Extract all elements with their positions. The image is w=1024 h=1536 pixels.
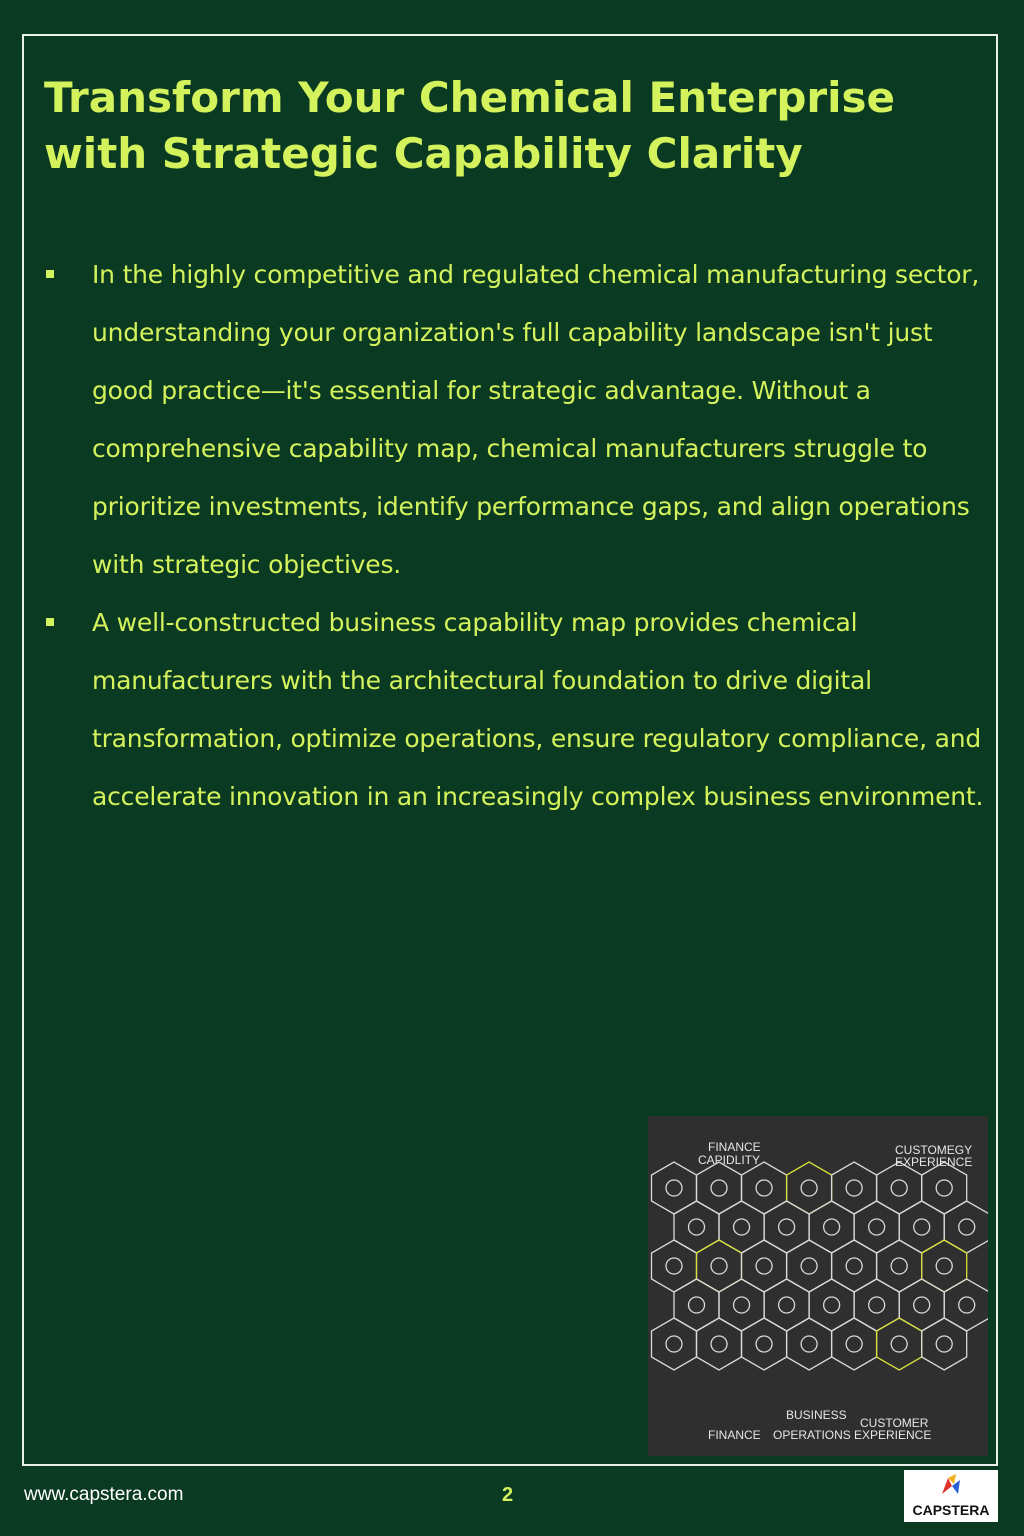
hexagon-inner-icon bbox=[756, 1336, 772, 1352]
hexagon-node bbox=[832, 1318, 877, 1370]
illustration-label: FINANCE bbox=[708, 1140, 761, 1154]
bullet-list bbox=[44, 246, 988, 826]
hexagon-inner-icon bbox=[779, 1219, 795, 1235]
hexagon-inner-icon bbox=[936, 1336, 952, 1352]
bullet-item bbox=[44, 594, 988, 826]
capability-map-illustration bbox=[648, 1116, 988, 1456]
hexagon-node bbox=[922, 1162, 967, 1214]
hexagon-node bbox=[764, 1279, 809, 1331]
illustration-label: CUSTOMER bbox=[860, 1416, 929, 1430]
hexagon-inner-icon bbox=[891, 1336, 907, 1352]
hexagon-node bbox=[787, 1318, 832, 1370]
hexagon-inner-icon bbox=[666, 1180, 682, 1196]
hexagon-inner-icon bbox=[936, 1258, 952, 1274]
hexagon-node bbox=[719, 1279, 764, 1331]
illustration-label: FINANCE bbox=[708, 1428, 761, 1442]
hexagon-inner-icon bbox=[801, 1258, 817, 1274]
hexagon-node bbox=[809, 1279, 854, 1331]
hexagon-node bbox=[697, 1318, 742, 1370]
hexagon-inner-icon bbox=[801, 1336, 817, 1352]
hexagon-node bbox=[742, 1318, 787, 1370]
illustration-label: EXPERIENCE bbox=[895, 1155, 973, 1169]
square-bullet-icon bbox=[46, 618, 54, 626]
hexagon-node bbox=[877, 1162, 922, 1214]
hexagon-inner-icon bbox=[756, 1180, 772, 1196]
illustration-label: BUSINESS bbox=[786, 1408, 847, 1422]
hexagon-inner-icon bbox=[666, 1258, 682, 1274]
hexagon-node bbox=[764, 1201, 809, 1253]
hexagon-inner-icon bbox=[824, 1219, 840, 1235]
illustration-label: OPERATIONS bbox=[773, 1428, 851, 1442]
hexagon-node bbox=[652, 1162, 697, 1214]
hexagon-node bbox=[944, 1201, 988, 1253]
hexagon-node bbox=[697, 1162, 742, 1214]
illustration-label: CUSTOMEGY bbox=[895, 1143, 973, 1157]
hexagon-node bbox=[944, 1279, 988, 1331]
bullet-text: A well-constructed business capability map provides chemical manufacturers with the architectural foundation to drive digital transformation, optimize operations, ensure regulatory compliance, and accelerate innovation in an increasingly complex business environment. bbox=[92, 608, 984, 811]
hexagon-network-graphic bbox=[648, 1116, 988, 1456]
hexagon-node bbox=[877, 1240, 922, 1292]
bullet-text: In the highly competitive and regulated chemical manufacturing sector, understanding your organization's full capability landscape isn't just good practice—it's essential for strategic advantage. Without a comprehensive capability map, chemical manufacturers struggle to prioritize investments, identify performance gaps, and align operations with strategic objectives. bbox=[92, 260, 980, 579]
website-link[interactable]: www.capstera.com bbox=[24, 1484, 184, 1505]
hexagon-inner-icon bbox=[666, 1336, 682, 1352]
hexagon-inner-icon bbox=[756, 1258, 772, 1274]
hexagon-node bbox=[652, 1318, 697, 1370]
square-bullet-icon bbox=[46, 270, 54, 278]
hexagon-node bbox=[832, 1240, 877, 1292]
logo-text: CAPSTERA bbox=[912, 1502, 990, 1518]
hexagon-inner-icon bbox=[959, 1219, 975, 1235]
hexagon-inner-icon bbox=[734, 1219, 750, 1235]
hexagon-node bbox=[854, 1201, 899, 1253]
hexagon-inner-icon bbox=[846, 1258, 862, 1274]
hexagon-inner-icon bbox=[711, 1258, 727, 1274]
hexagon-node bbox=[787, 1240, 832, 1292]
hexagon-node bbox=[854, 1279, 899, 1331]
hexagon-node bbox=[719, 1201, 764, 1253]
hexagon-node bbox=[787, 1162, 832, 1214]
logo-mark-icon bbox=[904, 1470, 998, 1500]
page-title: Transform Your Chemical Enterprise with Strategic Capability Clarity bbox=[44, 73, 896, 178]
hexagon-node bbox=[652, 1240, 697, 1292]
hexagon-node bbox=[832, 1162, 877, 1214]
hexagon-inner-icon bbox=[891, 1180, 907, 1196]
hexagon-node bbox=[742, 1162, 787, 1214]
hexagon-inner-icon bbox=[891, 1258, 907, 1274]
hexagon-node bbox=[674, 1201, 719, 1253]
hexagon-inner-icon bbox=[914, 1297, 930, 1313]
hexagon-inner-icon bbox=[869, 1297, 885, 1313]
hexagon-inner-icon bbox=[711, 1336, 727, 1352]
hexagon-node bbox=[674, 1279, 719, 1331]
hexagon-inner-icon bbox=[779, 1297, 795, 1313]
hexagon-inner-icon bbox=[824, 1297, 840, 1313]
hexagon-inner-icon bbox=[936, 1180, 952, 1196]
hexagon-inner-icon bbox=[801, 1180, 817, 1196]
hexagon-inner-icon bbox=[689, 1297, 705, 1313]
hexagon-inner-icon bbox=[734, 1297, 750, 1313]
hexagon-inner-icon bbox=[914, 1219, 930, 1235]
hexagon-inner-icon bbox=[689, 1219, 705, 1235]
hexagon-inner-icon bbox=[846, 1180, 862, 1196]
hexagon-node bbox=[877, 1318, 922, 1370]
hexagon-node bbox=[697, 1240, 742, 1292]
illustration-label: CAPIDLITY bbox=[698, 1153, 761, 1167]
capstera-logo bbox=[904, 1470, 998, 1522]
hexagon-inner-icon bbox=[959, 1297, 975, 1313]
hexagon-node bbox=[742, 1240, 787, 1292]
hexagon-node bbox=[899, 1201, 944, 1253]
bullet-item bbox=[44, 246, 988, 594]
hexagon-node bbox=[899, 1279, 944, 1331]
hexagon-inner-icon bbox=[711, 1180, 727, 1196]
hexagon-inner-icon bbox=[869, 1219, 885, 1235]
hexagon-inner-icon bbox=[846, 1336, 862, 1352]
hexagon-node bbox=[922, 1240, 967, 1292]
hexagon-node bbox=[922, 1318, 967, 1370]
hexagon-node bbox=[809, 1201, 854, 1253]
page-number: 2 bbox=[502, 1484, 514, 1506]
illustration-label: EXPERIENCE bbox=[854, 1428, 932, 1442]
